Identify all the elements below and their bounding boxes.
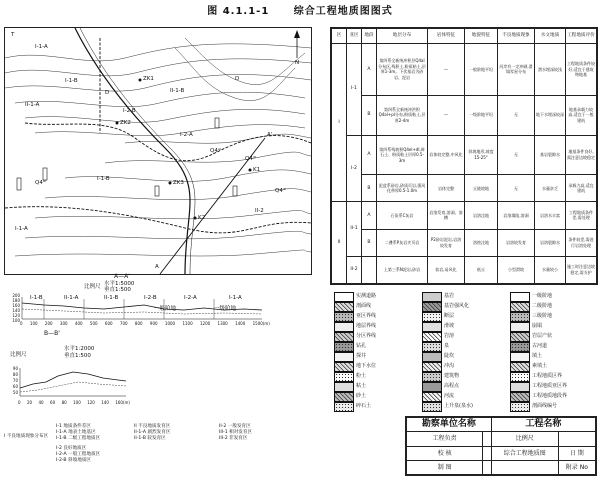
- section-aa-zone-3: II-1-B: [104, 295, 119, 301]
- company-name: 勘察单位名称: [407, 418, 492, 432]
- table-cell: A: [362, 135, 377, 175]
- title-block-row: [407, 446, 596, 460]
- map-label-I-2-A: I-2-A: [180, 132, 193, 138]
- section-bb-x-tick: 140: [101, 400, 109, 405]
- table-cell: 岩溶洼地: [465, 202, 498, 229]
- table-header: 地层分布: [377, 29, 428, 44]
- table-cell: 承载力高,适宜建筑: [566, 175, 597, 202]
- table-cell: 二叠系P灰岩夹页岩: [377, 229, 428, 256]
- legend-swatch: [422, 312, 442, 322]
- table-cell: 地下水埋深较深: [535, 95, 566, 135]
- table-cell: 条件较差,需进行岩溶处理: [566, 229, 597, 256]
- section-aa-x-tick: 1000: [164, 321, 176, 326]
- table-cell: 无: [498, 175, 535, 202]
- table-cell: [362, 256, 377, 283]
- legend-swatch: [422, 292, 442, 302]
- legend-label: 古河道: [532, 343, 548, 349]
- legend-label: 泉: [444, 343, 450, 349]
- section-aa-zone-6: I-1-A: [229, 295, 242, 301]
- section-aa-annotation-2: 一级阶地: [214, 306, 237, 312]
- legend-label: 断层: [444, 313, 455, 319]
- table-cell: —: [428, 95, 465, 135]
- section-aa-y-tick: 200: [12, 293, 20, 298]
- table-row: [332, 256, 597, 283]
- legend-label: 陡坎: [444, 353, 455, 359]
- legend-label: 碎石土: [356, 403, 372, 409]
- table-cell: 岩溶塌陷,溶洞: [498, 202, 535, 229]
- zoning-item: II-1-B 较发育区: [134, 436, 166, 441]
- map-label-D1: D: [105, 90, 110, 96]
- legend-swatch: [334, 352, 354, 362]
- section-bb-y-tick: 60: [12, 384, 18, 389]
- legend-label: 基岩强风化: [444, 303, 470, 309]
- table-cell: 岩溶较发育: [498, 229, 535, 256]
- section-bb-x-tick: 100: [73, 400, 81, 405]
- table-cell: 斜坡地形,坡度15-25°: [465, 135, 498, 175]
- zoning-item: I-1-A 地表土地基区: [56, 430, 96, 435]
- table-cell: —: [428, 43, 465, 95]
- section-bb-scale-label: 比例尺: [10, 352, 27, 358]
- table-cell: 无: [498, 135, 535, 175]
- section-bb-x-tick: 40: [38, 400, 44, 405]
- table-cell: B: [362, 95, 377, 135]
- section-aa-x-tick: 1100: [182, 321, 193, 326]
- table-cell: I: [332, 43, 347, 202]
- table-header: 水文地质: [535, 29, 566, 44]
- title-block-cell: 综合工程地质图: [491, 446, 558, 460]
- map-label-II-2: II-2: [255, 208, 264, 214]
- legend-swatch: [334, 312, 354, 322]
- map-point-1: ZK1: [143, 76, 154, 82]
- legend-swatch: [422, 302, 442, 312]
- legend-swatch: [422, 352, 442, 362]
- section-aa-x-tick: 900: [149, 321, 158, 326]
- legend-swatch: [422, 402, 442, 412]
- section-aa-title: A—A': [114, 273, 130, 280]
- table-cell: I-1: [347, 43, 362, 135]
- section-aa-y-tick: 120: [12, 313, 20, 318]
- legend-label: 岩溶: [444, 333, 455, 339]
- legend-label: 工程地质亚区界: [532, 383, 568, 389]
- legend-swatch: [510, 362, 530, 372]
- table-cell: 岩体较完整,中风化: [428, 135, 465, 175]
- section-aa-y-tick: 180: [12, 298, 20, 303]
- legend-label: 上升泉(泉水): [444, 403, 473, 409]
- table-header-row: [332, 29, 597, 44]
- title-block-cell: 附录 No: [558, 460, 595, 474]
- title-block-cell: 工程负责: [407, 432, 483, 446]
- table-cell: 一般阶地平坦: [465, 43, 498, 95]
- legend-label: 填土: [532, 353, 543, 359]
- section-aa-x-ticks: [20, 321, 270, 326]
- table-cell: 岩体完整: [428, 175, 465, 202]
- map-label-I-1-A-2: I-1-A: [15, 226, 28, 232]
- table-row: [332, 202, 597, 229]
- legend-swatch: [422, 362, 442, 372]
- map-label-I-1-A: I-1-A: [35, 44, 48, 50]
- table-cell: 无: [498, 95, 535, 135]
- map-label-Q4-1: Q4ᵈˡ: [245, 156, 256, 162]
- legend-label: 基岩: [444, 293, 455, 299]
- legend-label: 剖面线: [356, 303, 372, 309]
- map-label-Q4-3: Q4ᵃˡ: [210, 148, 221, 154]
- title-block-cell: [483, 446, 491, 460]
- table-header: 地貌特征: [465, 29, 498, 44]
- legend-swatch: [334, 362, 354, 372]
- title-block-cell: [491, 460, 558, 474]
- table-cell: B: [362, 175, 377, 202]
- table-row: [332, 175, 597, 202]
- legend-label: 分区界线: [356, 333, 377, 339]
- map-point-3: ZK3: [173, 180, 184, 186]
- zoning-item: I-2 良好地质区: [56, 446, 87, 451]
- legend-label: 岩层产状: [532, 333, 553, 339]
- table-header: 工程地质评价: [566, 29, 597, 44]
- zoning-item: I-2-A 一般工程地质区: [56, 452, 101, 457]
- legend-label: 亚区界线: [356, 313, 377, 319]
- section-aa-v-scale: 垂直1:500: [104, 287, 131, 293]
- table-cell: II: [332, 202, 347, 284]
- geologic-map: [4, 27, 312, 275]
- section-aa-x-tick: 400: [74, 321, 83, 326]
- title-block: [405, 416, 597, 476]
- section-aa-scale-label: 比例尺: [84, 284, 101, 290]
- legend-swatch: [334, 382, 354, 392]
- legend-swatch: [510, 312, 530, 322]
- title-block-row: [407, 418, 596, 432]
- title-block-cell: 日 期: [558, 446, 595, 460]
- map-point-4: K1: [253, 167, 261, 173]
- title-block-cell: [483, 432, 491, 446]
- legend-swatch: [510, 302, 530, 312]
- title-block-grid: [406, 417, 596, 475]
- legend-label: 崩塌: [532, 323, 543, 329]
- title-block-cell: [483, 460, 491, 474]
- section-aa-y-ticks: [0, 293, 20, 323]
- legend-swatch: [510, 352, 530, 362]
- map-label-Q4-2: Q4ᵈˡ: [35, 180, 46, 186]
- section-aa-x-tick: 300: [59, 321, 68, 326]
- map-label-A: A: [155, 264, 159, 270]
- legend-swatch: [422, 392, 442, 402]
- legend-swatch: [510, 332, 530, 342]
- section-bb-y-tick: 50: [12, 390, 18, 395]
- legend-label: 钻孔: [356, 343, 367, 349]
- zoning-group-4: [219, 424, 319, 442]
- table-cell: 潜水埋深较浅: [535, 43, 566, 95]
- map-label-I-1-B: I-1-B: [65, 78, 78, 84]
- table-cell: 施工时注意边坡稳定,需支护: [566, 256, 597, 283]
- legend-swatch: [422, 342, 442, 352]
- table-header: 亚区: [347, 29, 362, 44]
- section-bb-y-ticks: [4, 366, 18, 396]
- table-header: 岩体特征: [428, 29, 465, 44]
- table-cell: B: [362, 229, 377, 256]
- table-cell: 基岩裂隙水: [535, 135, 566, 175]
- table-cell: 第四系全新统冲积层Q4al分布区,残积土,粉质粘土,层厚1-3m。下伏基岩为砂岩、泥岩: [377, 43, 428, 95]
- map-label-Q4-4: Q4ᵈˡ: [275, 188, 286, 194]
- table-cell: 工程地质条件差,需处理: [566, 202, 597, 229]
- table-row: [332, 229, 597, 256]
- legend-label: 剖面线编号: [532, 403, 558, 409]
- map-label-D2: D: [235, 76, 240, 82]
- table-cell: 岩溶裂隙水: [535, 229, 566, 256]
- legend-label: 冲沟: [444, 363, 455, 369]
- map-label-I-2-B: I-2-B: [123, 108, 136, 114]
- legend-swatch: [334, 322, 354, 332]
- legend-swatch: [510, 392, 530, 402]
- map-label-II-1-B: II-1-B: [170, 88, 185, 94]
- title-block-row: [407, 460, 596, 474]
- legend-swatch: [334, 332, 354, 342]
- table-cell: 岩溶水丰富: [535, 202, 566, 229]
- legend-label: 工程地质区界: [532, 373, 563, 379]
- legend-label: 高程点: [444, 383, 460, 389]
- section-bb-x-tick: 160(m): [115, 400, 130, 405]
- map-drawing: [5, 28, 311, 274]
- section-aa-h-scale: 水平1:5000: [104, 281, 135, 287]
- figure-caption: 综合工程地质图图式: [293, 6, 393, 17]
- legend-label: 粘土: [356, 383, 367, 389]
- section-aa-zone-5: I-2-A: [184, 295, 197, 301]
- table-cell: 低丘: [465, 256, 498, 283]
- legend-swatch: [422, 382, 442, 392]
- section-bb-x-tick: 20: [26, 400, 33, 405]
- map-point-5: K2: [198, 215, 206, 221]
- legend-swatch: [422, 372, 442, 382]
- zoning-group-3: [134, 424, 214, 442]
- table-cell: 泥盆系砂岩,砂质页岩,强风化带厚0.5-1.0m: [377, 175, 428, 202]
- zoning-item: III-1 相对发育区: [219, 430, 253, 435]
- legend-swatch: [510, 382, 530, 392]
- zoning-item: II-2 一般发育区: [219, 424, 251, 429]
- legend-swatch: [422, 332, 442, 342]
- table-cell: 水量贫乏: [535, 175, 566, 202]
- figure-number: 图 4.1.1-1: [207, 6, 270, 17]
- section-aa-y-tick: 160: [12, 303, 20, 308]
- section-bb-x-tick: 120: [87, 400, 95, 405]
- map-label-A-prime: A': [267, 132, 273, 138]
- legend-swatch: [510, 402, 530, 412]
- section-bb-y-tick: 70: [12, 378, 18, 383]
- section-bb-x-ticks: [18, 400, 130, 405]
- table-cell: II-2: [347, 256, 362, 283]
- section-aa-x-tick: 1200: [200, 321, 211, 326]
- section-aa-zone-2: II-1-A: [64, 295, 79, 301]
- section-bb-profile: [18, 366, 128, 400]
- table-cell: 第四系残坡积Q4el+dl,碎石土、粉质粘土层厚0.5-3m: [377, 135, 428, 175]
- title-block-cell: [558, 432, 595, 446]
- zoning-item: I-1-B 二级工程地质区: [56, 436, 101, 441]
- section-bb-x-tick: 60: [50, 400, 56, 405]
- legend-label: 砂土: [356, 393, 367, 399]
- legend-swatch: [334, 372, 354, 382]
- legend-swatch: [510, 292, 530, 302]
- legend-label: 一级阶地: [532, 293, 553, 299]
- legend-label: 粉土: [356, 373, 367, 379]
- section-aa-y-tick: 140: [12, 308, 20, 313]
- table-cell: 溶蚀洼地: [465, 229, 498, 256]
- title-block-cell: 比例尺: [491, 432, 558, 446]
- table-cell: P2砂岩泥岩,岩溶较发育: [428, 229, 465, 256]
- figure-title: [0, 2, 600, 17]
- project-name: 工程名称: [491, 418, 595, 432]
- map-label-T: T: [11, 32, 15, 38]
- section-aa-x-tick: 500: [89, 321, 98, 326]
- table-row: [332, 95, 597, 135]
- title-block-row: [407, 432, 596, 446]
- table-cell: 地基承载力较高,适宜于一般建筑: [566, 95, 597, 135]
- section-aa-x-tick: 0: [20, 321, 23, 326]
- legend-swatch: [510, 372, 530, 382]
- table-header: 不良地质现象: [498, 29, 535, 44]
- zoning-item: III-2 非发育区: [219, 436, 248, 441]
- table-row: [332, 135, 597, 175]
- section-aa-annotation-1: 一般阶地: [154, 306, 177, 312]
- section-bb-x-tick: 0: [18, 400, 21, 405]
- table-cell: 岩溶发育,溶洞、溶槽: [428, 202, 465, 229]
- table-cell: 地基条件良好,需注意边坡稳定: [566, 135, 597, 175]
- section-aa-zone-4: I-2-B: [144, 295, 157, 301]
- title-block-cell: 制 图: [407, 460, 483, 474]
- legend-label: 三级阶地: [532, 313, 553, 319]
- legend-label: 滑坡: [444, 323, 455, 329]
- section-bb-title: B—B': [44, 330, 60, 337]
- table-cell: 上第三系N泥岩,砂岩: [377, 256, 428, 283]
- zoning-item: II-1-A 剧烈发育区: [134, 430, 171, 435]
- legend-swatch: [510, 342, 530, 352]
- zoning-item: II 不良地质发育区: [134, 424, 171, 429]
- section-aa-x-tick: 1500(m): [252, 321, 270, 326]
- section-aa-x-tick: 200: [44, 321, 53, 326]
- zoning-table-grid: [331, 28, 597, 284]
- table-row: [332, 43, 597, 95]
- legend-label: 探井: [356, 353, 367, 359]
- section-aa-zone-1: I-1-B: [30, 295, 43, 301]
- legend-swatch: [334, 302, 354, 312]
- table-cell: 一级阶地平坦: [465, 95, 498, 135]
- section-bb-h-scale: 水平1:2000: [64, 346, 95, 352]
- zoning-legend: [4, 424, 324, 474]
- zoning-table: [330, 27, 598, 285]
- legend-swatch: [510, 322, 530, 332]
- table-cell: 石炭系C灰岩: [377, 202, 428, 229]
- table-cell: 水量较小: [535, 256, 566, 283]
- legend-label: 地下水位: [356, 363, 377, 369]
- table-cell: 小型滑坡: [498, 256, 535, 283]
- zoning-group-1: [56, 424, 128, 442]
- map-label-I-1-B-2: I-1-B: [97, 176, 110, 182]
- legend-label: 素填土: [532, 363, 548, 369]
- legend-swatch: [334, 402, 354, 412]
- section-bb-v-scale: 垂直1:500: [64, 353, 91, 359]
- legend-label: 河流: [444, 393, 455, 399]
- legend-label: 地层界线: [356, 323, 377, 329]
- section-aa-x-tick: 1400: [235, 321, 246, 326]
- section-bb-y-tick: 90: [12, 366, 18, 371]
- legend-label: 实测道路: [356, 293, 377, 299]
- section-bb: [4, 330, 154, 410]
- symbol-legend: [330, 289, 596, 413]
- legend-label: 工程地质地段界: [532, 393, 568, 399]
- table-cell: A: [362, 43, 377, 95]
- section-aa-x-tick: 600: [104, 321, 113, 326]
- section-aa-x-tick: 100: [29, 321, 38, 326]
- legend-swatch: [334, 392, 354, 402]
- table-cell: 河岸有一定冲刷,滑塌零星分布: [498, 43, 535, 95]
- section-aa-x-tick: 1300: [217, 321, 228, 326]
- table-header: 区: [332, 29, 347, 44]
- table-cell: 丘陵坡地: [465, 175, 498, 202]
- table-cell: 工程地质条件较好,适宜于建筑物地基: [566, 43, 597, 95]
- zoning-item: I-2-B 斜坡地质区: [56, 458, 92, 463]
- section-bb-x-tick: 80: [61, 400, 67, 405]
- section-aa-y-tick: 100: [12, 318, 20, 323]
- legend-label: 二级阶地: [532, 303, 553, 309]
- table-cell: I-2: [347, 135, 362, 202]
- map-label-II-1-A: II-1-A: [25, 102, 40, 108]
- table-cell: A: [362, 202, 377, 229]
- zoning-group-2: [56, 446, 128, 464]
- map-point-2: ZK2: [120, 120, 131, 126]
- legend-label: 建筑物: [444, 373, 460, 379]
- map-label-N: N: [295, 60, 300, 66]
- table-cell: 第四系全新统冲洪积Q4al+pl分布,粉质粘土,层厚2-4m: [377, 95, 428, 135]
- table-header: 地段: [362, 29, 377, 44]
- table-cell: II-1: [347, 202, 362, 256]
- zoning-item: I-1 地质条件差区: [56, 424, 91, 429]
- table-cell: 软岩,易风化: [428, 256, 465, 283]
- section-bb-y-tick: 80: [12, 372, 18, 377]
- section-aa-x-tick: 700: [119, 321, 128, 326]
- section-aa-x-tick: 800: [134, 321, 143, 326]
- legend-swatch: [334, 292, 354, 302]
- legend-swatch: [422, 322, 442, 332]
- zoning-col1: I 不良地质现象分布区: [4, 434, 49, 439]
- legend-swatch: [334, 342, 354, 352]
- title-block-cell: 校 核: [407, 446, 483, 460]
